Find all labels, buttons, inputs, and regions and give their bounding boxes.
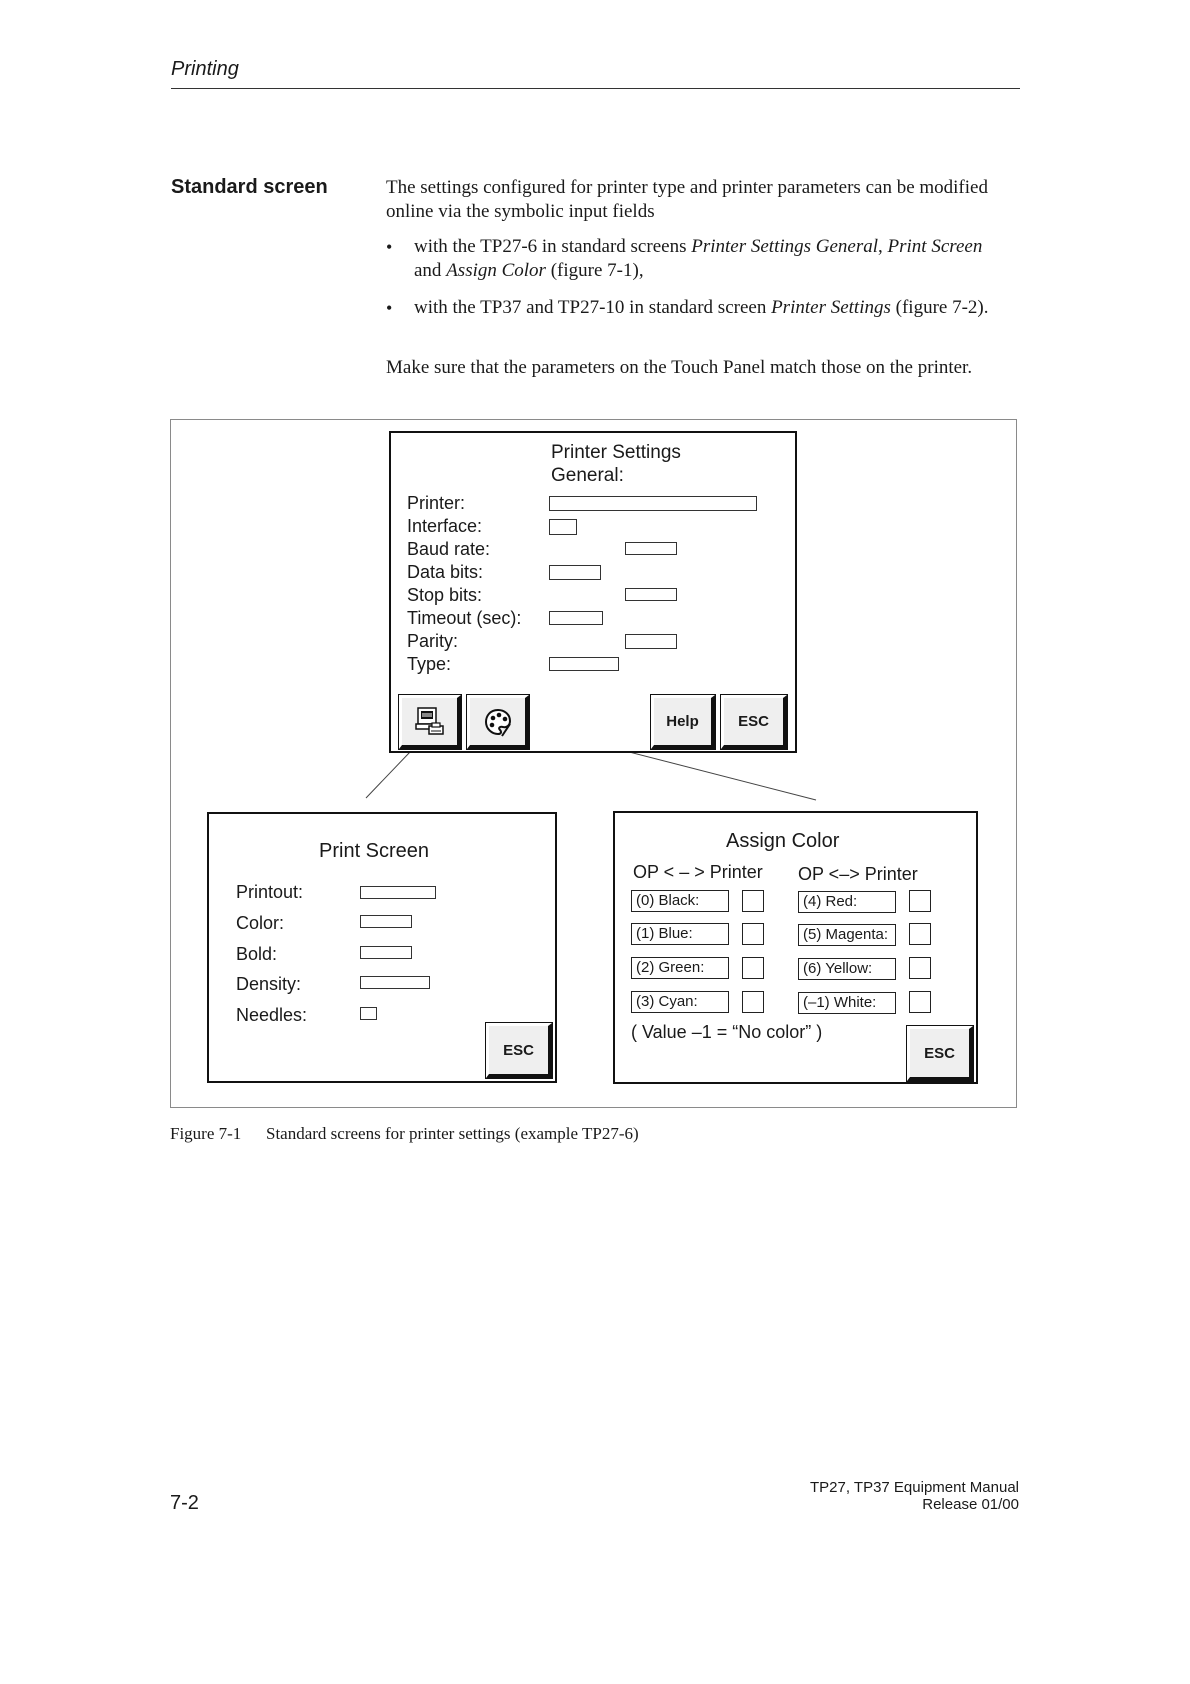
label-data-bits: Data bits:: [407, 562, 484, 582]
checkbox-blue[interactable]: [742, 923, 764, 945]
parity-field[interactable]: [625, 634, 677, 649]
color-field-cyan[interactable]: (3) Cyan:: [631, 991, 729, 1013]
running-head: Printing: [171, 58, 239, 80]
intro-line-2: online via the symbolic input fields: [386, 201, 655, 222]
label-baud-rate: Baud rate:: [407, 539, 491, 559]
checkbox-cyan[interactable]: [742, 991, 764, 1013]
assign-color-button[interactable]: [467, 695, 529, 749]
assign-color-title: Assign Color: [726, 830, 840, 852]
label-parity: Parity:: [407, 631, 459, 651]
baud-rate-field[interactable]: [625, 542, 677, 555]
color-field-green[interactable]: (2) Green:: [631, 957, 729, 979]
checkbox-white[interactable]: [909, 991, 931, 1013]
palette-icon: [482, 706, 514, 738]
color-field-yellow[interactable]: (6) Yellow:: [798, 958, 896, 980]
color-field-blue[interactable]: (1) Blue:: [631, 923, 729, 945]
manual-title: TP27, TP37 Equipment Manual: [809, 1479, 1019, 1496]
printout-field[interactable]: [360, 886, 436, 899]
color-field[interactable]: [360, 915, 412, 928]
figure-label: Figure 7-1: [170, 1124, 242, 1143]
timeout-field[interactable]: [549, 611, 603, 625]
checkbox-magenta[interactable]: [909, 923, 931, 945]
interface-field[interactable]: [549, 519, 577, 535]
esc-button[interactable]: ESC: [907, 1026, 973, 1081]
label-color: Color:: [236, 913, 285, 933]
connector-line-print-screen: [366, 752, 410, 798]
page-number: 7-2: [170, 1492, 199, 1514]
checkbox-green[interactable]: [742, 957, 764, 979]
print-screen-panel: [207, 812, 557, 1083]
release-info: Release 01/00: [922, 1496, 1019, 1513]
bold-field[interactable]: [360, 946, 412, 959]
print-screen-icon: [413, 705, 447, 739]
bullet-marker: •: [386, 298, 393, 318]
label-stop-bits: Stop bits:: [407, 585, 483, 605]
color-field-black[interactable]: (0) Black:: [631, 890, 729, 912]
density-field[interactable]: [360, 976, 430, 989]
printer-settings-title-2: General:: [551, 465, 624, 486]
intro-line-1: The settings configured for printer type and printer parameters can be modified: [386, 177, 988, 198]
color-field-white[interactable]: (–1) White:: [798, 992, 896, 1014]
bullet-marker: •: [386, 237, 393, 257]
printer-settings-panel: [389, 431, 797, 753]
print-screen-button[interactable]: [399, 695, 461, 749]
label-needles: Needles:: [236, 1005, 308, 1025]
type-field[interactable]: [549, 657, 619, 671]
needles-field[interactable]: [360, 1007, 377, 1020]
esc-button[interactable]: ESC: [486, 1023, 552, 1078]
label-interface: Interface:: [407, 516, 483, 536]
printer-settings-title-1: Printer Settings: [551, 442, 681, 463]
label-bold: Bold:: [236, 944, 278, 964]
assign-color-panel: [613, 811, 978, 1084]
esc-button[interactable]: ESC: [721, 695, 787, 749]
color-field-red[interactable]: (4) Red:: [798, 891, 896, 913]
bullet-text-2: with the TP37 and TP27-10 in standard screen Printer Settings (figure 7-2).: [414, 297, 989, 318]
figure-caption: Standard screens for printer settings (example TP27-6): [266, 1124, 639, 1143]
printer-field[interactable]: [549, 496, 757, 511]
column-header-2: OP <–> Printer: [798, 864, 918, 884]
label-timeout: Timeout (sec):: [407, 608, 522, 628]
column-header-1: OP < – > Printer: [633, 862, 763, 882]
color-field-magenta[interactable]: (5) Magenta:: [798, 924, 896, 946]
stop-bits-field[interactable]: [625, 588, 677, 601]
label-type: Type:: [407, 654, 452, 674]
label-printout: Printout:: [236, 882, 304, 902]
label-printer: Printer:: [407, 493, 466, 513]
checkbox-yellow[interactable]: [909, 957, 931, 979]
side-heading: Standard screen: [171, 176, 328, 198]
checkbox-black[interactable]: [742, 890, 764, 912]
note-paragraph: Make sure that the parameters on the Touch Panel match those on the printer.: [386, 357, 973, 378]
value-note: ( Value –1 = “No color” ): [631, 1022, 823, 1042]
print-screen-title: Print Screen: [319, 840, 430, 862]
label-density: Density:: [236, 974, 302, 994]
data-bits-field[interactable]: [549, 565, 601, 580]
help-button[interactable]: Help: [651, 695, 715, 749]
bullet-text-1: with the TP27-6 in standard screens Printer Settings General, Print Screen and Assign Color (figure 7-1),: [414, 236, 983, 281]
checkbox-red[interactable]: [909, 890, 931, 912]
